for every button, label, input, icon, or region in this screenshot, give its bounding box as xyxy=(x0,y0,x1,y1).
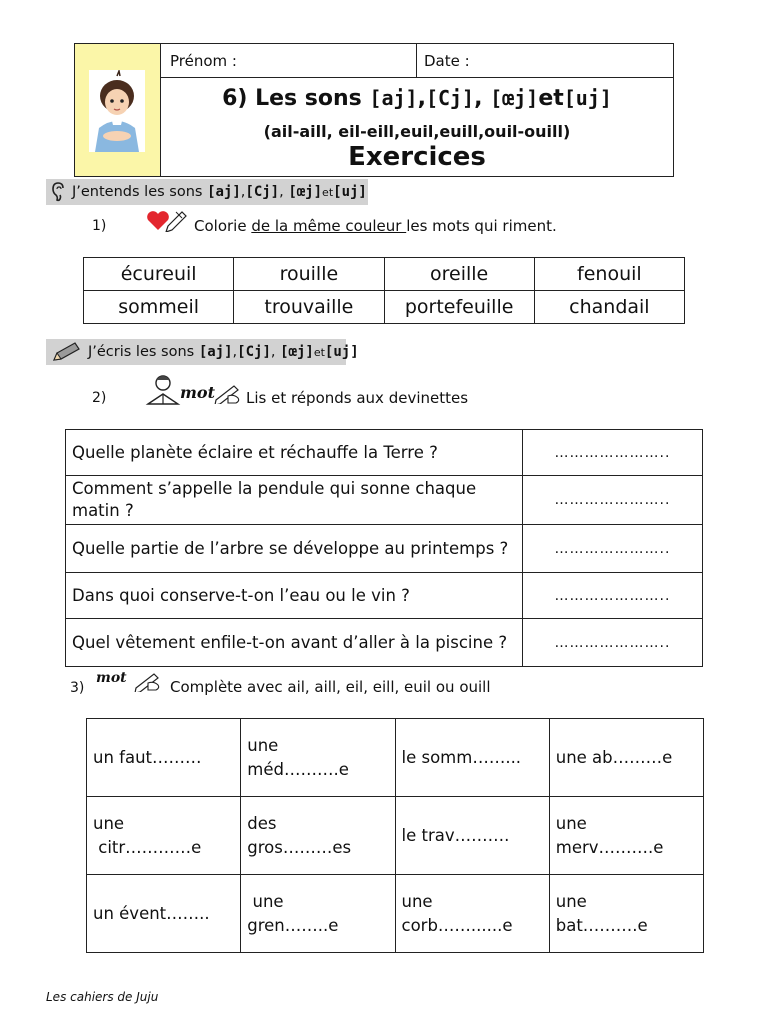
portrait-cell xyxy=(75,44,161,176)
child-reading-icon xyxy=(144,374,182,406)
exercise-2-number: 2) xyxy=(92,390,107,406)
table-row xyxy=(66,573,703,619)
exercise-3-number: 3) xyxy=(70,680,85,696)
rhyme-word-cell[interactable]: chandail xyxy=(534,291,684,324)
riddle-answer-blank[interactable]: ………………….. xyxy=(523,525,703,573)
worksheet-heading: Exercices xyxy=(348,142,486,172)
fill-cell[interactable]: une bat……….e xyxy=(549,875,703,953)
fill-in-table xyxy=(86,718,704,953)
fill-cell[interactable]: un faut……… xyxy=(87,719,241,797)
fill-cell[interactable]: une corb……......e xyxy=(395,875,549,953)
table-row xyxy=(84,258,685,291)
prenom-label: Prénom : xyxy=(170,52,237,70)
writing-hand-icon xyxy=(214,384,244,404)
fill-cell[interactable]: le trav………. xyxy=(395,797,549,875)
fill-cell[interactable]: une merv……….e xyxy=(549,797,703,875)
rhyme-word-cell[interactable]: sommeil xyxy=(84,291,234,324)
fill-cell[interactable]: une gren……..e xyxy=(241,875,395,953)
riddle-answer-blank[interactable]: ………………….. xyxy=(523,619,703,667)
rhyme-word-cell[interactable]: fenouil xyxy=(534,258,684,291)
footer-credit: Les cahiers de Juju xyxy=(46,990,159,1004)
riddle-question: Quelle planète éclaire et réchauffe la Terre ? xyxy=(66,430,523,476)
rhyme-word-cell[interactable]: portefeuille xyxy=(384,291,534,324)
table-row xyxy=(84,291,685,324)
worksheet-subtitle: (ail-aill, eil-eill,euil,euill,ouil-ouill) xyxy=(263,122,571,141)
fill-cell[interactable]: le somm……... xyxy=(395,719,549,797)
rhyme-word-cell[interactable]: rouille xyxy=(234,258,384,291)
table-row xyxy=(87,875,704,953)
ear-icon xyxy=(52,182,66,202)
riddle-question: Quelle partie de l’arbre se développe au printemps ? xyxy=(66,525,523,573)
exercise-3-instruction: Complète avec ail, aill, eil, eill, euil ou ouill xyxy=(170,678,491,696)
date-field[interactable] xyxy=(417,44,673,78)
riddle-answer-blank[interactable]: ………………….. xyxy=(523,476,703,525)
table-row xyxy=(66,619,703,667)
title-block xyxy=(161,78,673,176)
worksheet-title: 6) Les sons [aj],[Cj], [œj]et[uj] xyxy=(222,86,612,111)
riddles-table xyxy=(65,429,703,667)
pencil-icon xyxy=(52,342,82,362)
prenom-field[interactable] xyxy=(161,44,417,78)
date-label: Date : xyxy=(424,52,470,70)
riddle-question: Dans quoi conserve-t-on l’eau ou le vin ? xyxy=(66,573,523,619)
rhyme-word-cell[interactable]: oreille xyxy=(384,258,534,291)
fill-cell[interactable]: une ab………e xyxy=(549,719,703,797)
table-row xyxy=(66,525,703,573)
girl-portrait-illustration xyxy=(89,70,145,152)
table-row xyxy=(87,797,704,875)
exercise-1-number: 1) xyxy=(92,218,107,234)
rhyme-word-cell[interactable]: écureuil xyxy=(84,258,234,291)
writing-hand-icon xyxy=(134,670,166,692)
word-badge: mot xyxy=(96,670,127,686)
heart-pencil-icon xyxy=(146,208,190,232)
table-row xyxy=(87,719,704,797)
table-row xyxy=(66,430,703,476)
table-row xyxy=(66,476,703,525)
exercise-2-instruction: Lis et réponds aux devinettes xyxy=(246,389,469,407)
fill-cell[interactable]: une méd……….e xyxy=(241,719,395,797)
fill-cell[interactable]: des gros………es xyxy=(241,797,395,875)
word-badge: mot xyxy=(180,383,215,402)
fill-cell[interactable]: un évent…….. xyxy=(87,875,241,953)
riddle-question: Comment s’appelle la pendule qui sonne chaque matin ? xyxy=(66,476,523,525)
fill-cell[interactable]: une citr…………e xyxy=(87,797,241,875)
exercise-1-instruction: Colorie de la même couleur les mots qui riment. xyxy=(194,217,557,235)
section-banner-write: J’écris les sons [aj],[Cj], [œj]et[uj] xyxy=(46,339,346,365)
section-banner-listen: J’entends les sons [aj],[Cj], [œj]et[uj] xyxy=(46,179,368,205)
riddle-answer-blank[interactable]: ………………….. xyxy=(523,573,703,619)
worksheet-header xyxy=(74,43,674,177)
riddle-answer-blank[interactable]: ………………….. xyxy=(523,430,703,476)
riddle-question: Quel vêtement enfile-t-on avant d’aller à la piscine ? xyxy=(66,619,523,667)
rhyme-words-table xyxy=(83,257,685,324)
rhyme-word-cell[interactable]: trouvaille xyxy=(234,291,384,324)
